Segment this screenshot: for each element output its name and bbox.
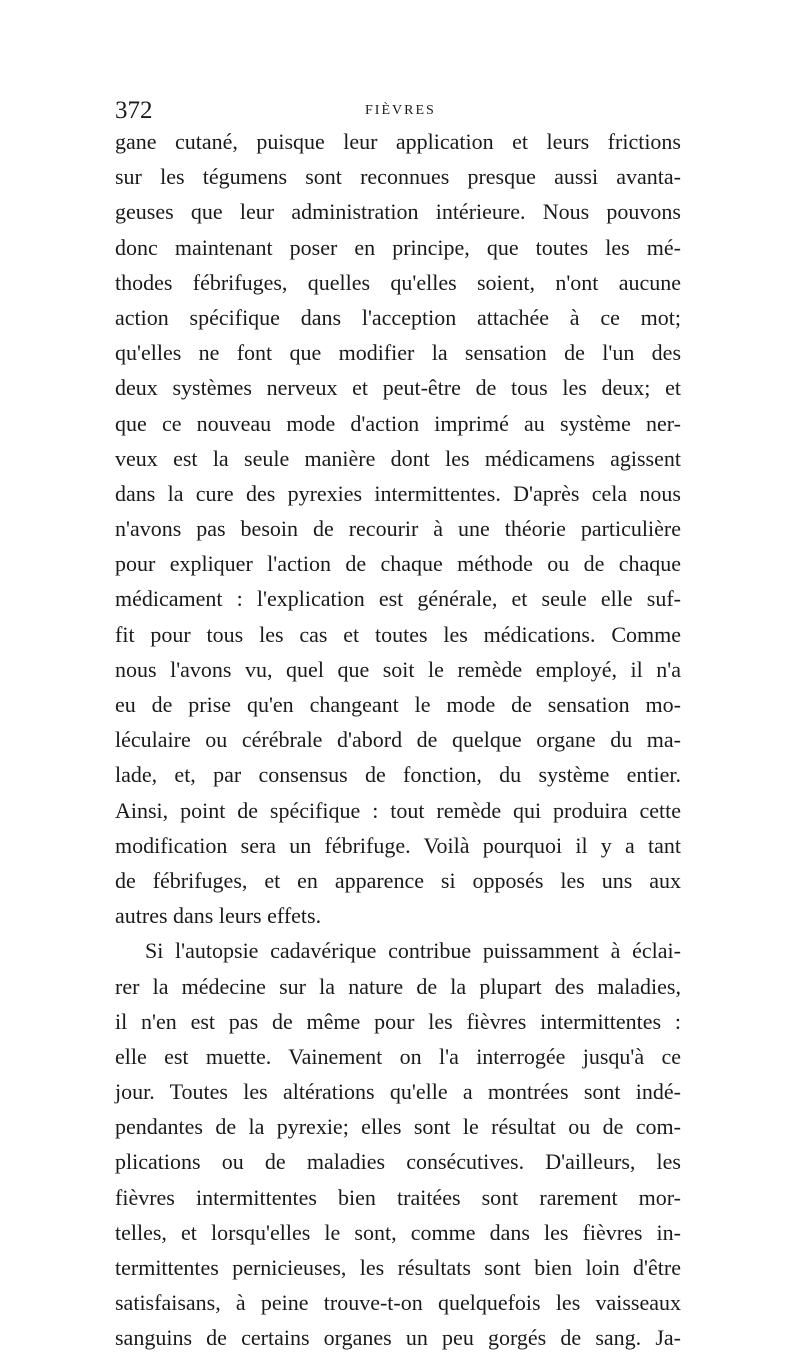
page-number: 372 [115, 97, 153, 124]
text-line: sur les tégumens sont reconnues presque aussi avanta- [115, 164, 681, 190]
text-line: eu de prise qu'en changeant le mode de sensation mo- [115, 692, 681, 717]
running-title: FIÈVRES [365, 103, 436, 118]
text-line: dans la cure des pyrexies intermittentes. D'après cela nous [115, 480, 681, 506]
text-line: de fébrifuges, et en apparence si opposés les uns aux [115, 867, 681, 893]
text-line: sanguins de certains organes un peu gorgés de sang. Ja- [115, 1325, 681, 1351]
text-line: que ce nouveau mode d'action imprimé au système ner- [115, 410, 681, 436]
text-line: telles, et lorsqu'elles le sont, comme dans les fièvres in- [115, 1219, 681, 1245]
text-line: n'avons pas besoin de recourir à une théorie particulière [115, 516, 681, 542]
text-line: fièvres intermittentes bien traitées sont rarement mor- [115, 1184, 681, 1210]
text-line: plications ou de maladies consécutives. D'ailleurs, les [115, 1149, 681, 1175]
paragraph-end-line: autres dans leurs effets. [115, 903, 322, 929]
text-line: pour expliquer l'action de chaque méthode ou de chaque [115, 551, 681, 577]
text-line: léculaire ou cérébrale d'abord de quelque organe du ma- [115, 727, 681, 753]
text-line: jour. Toutes les altérations qu'elle a montrées sont indé- [115, 1079, 681, 1105]
text-line: nous l'avons vu, quel que soit le remède employé, il n'a [115, 656, 681, 682]
text-line: action spécifique dans l'acception attachée à ce mot; [115, 304, 681, 330]
text-line: thodes fébrifuges, quelles qu'elles soient, n'ont aucune [115, 269, 681, 295]
paragraph-start-line: Si l'autopsie cadavérique contribue puissamment à éclai- [145, 938, 681, 964]
text-line: donc maintenant poser en principe, que toutes les mé- [115, 234, 681, 260]
text-line: qu'elles ne font que modifier la sensation de l'un des [115, 340, 681, 366]
text-line: deux systèmes nerveux et peut-être de tous les deux; et [115, 375, 681, 401]
body-text [115, 124, 681, 1356]
text-line: lade, et, par consensus de fonction, du système entier. [115, 762, 681, 788]
text-line: Ainsi, point de spécifique : tout remède qui produira cette [115, 797, 681, 823]
text-line: geuses que leur administration intérieure. Nous pouvons [115, 199, 681, 225]
text-line: pendantes de la pyrexie; elles sont le résultat ou de com- [115, 1114, 681, 1140]
running-head [115, 96, 681, 126]
text-line: fit pour tous les cas et toutes les médications. Comme [115, 621, 681, 647]
text-line: modification sera un fébrifuge. Voilà pourquoi il y a tant [115, 832, 681, 858]
text-line: gane cutané, puisque leur application et leurs frictions [115, 129, 681, 154]
text-line: médicament : l'explication est générale, et seule elle suf- [115, 586, 681, 612]
text-line: termittentes pernicieuses, les résultats sont bien loin d'être [115, 1255, 681, 1280]
text-line: veux est la seule manière dont les médicamens agissent [115, 445, 681, 471]
text-line: satisfaisans, à peine trouve-t-on quelquefois les vaisseaux [115, 1290, 681, 1316]
text-line: rer la médecine sur la nature de la plupart des maladies, [115, 973, 681, 999]
text-line: elle est muette. Vainement on l'a interrogée jusqu'à ce [115, 1043, 681, 1069]
text-line: il n'en est pas de même pour les fièvres intermittentes : [115, 1008, 681, 1034]
